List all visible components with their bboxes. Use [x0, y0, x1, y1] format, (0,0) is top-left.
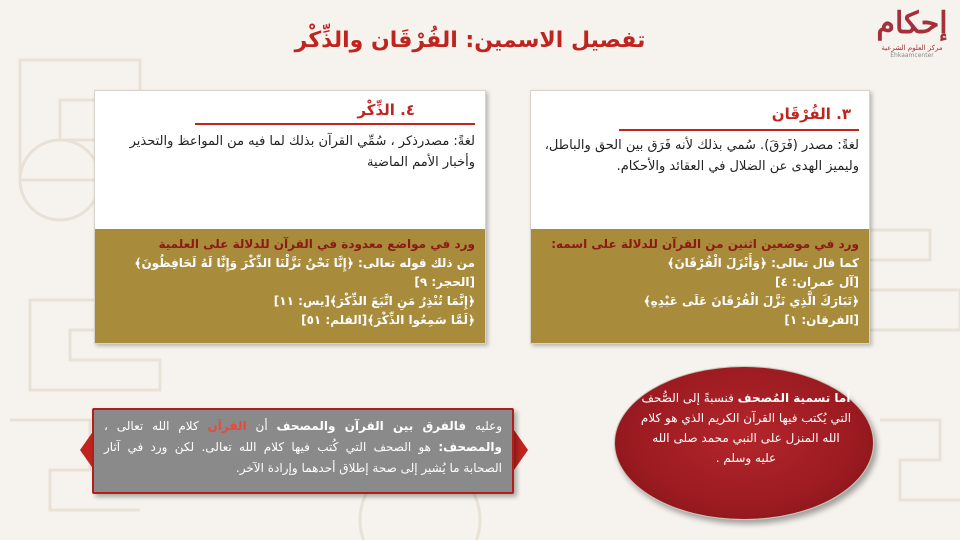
card-furqan-header	[531, 91, 869, 229]
card-furqan-verse-1: كما قال تعالى: ﴿وَأَنْزَلَ الْفُرْقَانَ﴾	[667, 256, 859, 270]
card-furqan-title: ٣. الفُرْقَان	[771, 105, 851, 123]
note-part-7: هو الصحف التي كُتب فيها كلام الله تعالى. لكن ورد في آثار الصحابة ما يُشير إلى صحة إطلاق أحدهما وإرادة الآخر.	[104, 440, 502, 475]
card-dhikr-title: ٤. الذِّكْر	[357, 101, 415, 119]
card-furqan-footer-lead: ورد في موضعين اثنين من القرآن للدلالة على اسمه:	[551, 237, 859, 251]
page-title: تفصيل الاسمين: الفُرْقَان والذِّكْر	[294, 28, 646, 53]
brand-logo	[872, 4, 952, 68]
card-dhikr-ref-1: [الحجر: ٩]	[414, 275, 475, 289]
card-furqan-rule	[619, 129, 859, 131]
card-dhikr-footer-lead: ورد في مواضع معدودة في القرآن للدلالة على العلمية	[158, 237, 475, 251]
logo-mark: إحكام	[876, 6, 948, 41]
card-dhikr-verse-1: من ذلك قوله تعالى: ﴿إِنَّا نَحْنُ نَزَّلْنَا الذِّكْرَ وَإِنَّا لَهُ لَحَافِظُونَ﴾	[134, 256, 475, 270]
oval-lead: أما تسمية المُصحف	[737, 391, 851, 405]
note-part-6: والمصحف:	[438, 440, 502, 454]
card-dhikr-text: لغةً: مصدرذكر ، سُمِّي القرآن بذلك لما فيه من المواعظ والتحذير وأخبار الأمم الماضية	[129, 134, 475, 170]
card-furqan	[530, 90, 870, 344]
difference-note	[92, 408, 514, 494]
card-furqan-ref-2: [الفرقان: ١]	[784, 313, 859, 327]
card-dhikr-rule	[195, 123, 475, 125]
note-tab-right	[514, 430, 528, 470]
card-dhikr-verse-2: ﴿إِنَّمَا تُنْذِرُ مَنِ اتَّبَعَ الذِّكْرَ﴾[يس: ١١]	[273, 294, 475, 308]
card-furqan-ref-1: [آل عمران: ٤]	[774, 275, 859, 289]
card-furqan-footer	[531, 229, 869, 343]
card-dhikr-footer	[95, 229, 485, 343]
card-furqan-text: لغةً: مصدر (فَرَقَ). سُمي بذلك لأنه فَرَق بين الحق والباطل، وليميز الهدى عن الضلال في العقائد والأحكام.	[544, 138, 859, 174]
note-part-1: وعليه	[466, 419, 503, 433]
note-part-5: كلام الله تعالى ،	[104, 419, 208, 433]
note-part-4: القرآن	[207, 419, 247, 433]
logo-subtitle-latin: Ehkaamcenter	[890, 52, 934, 59]
note-part-3: أن	[246, 419, 277, 433]
oval-rest: فنسبةً إلى الصُّحف التي يُكتب فيها القرآن الكريم الذي هو كلام الله المنزل على النبي محمد صلى الله عليه وسلم .	[640, 391, 852, 465]
card-dhikr	[94, 90, 486, 344]
card-dhikr-header	[95, 91, 485, 229]
logo-subtitle: مركز العلوم الشرعية	[881, 44, 943, 52]
note-part-2: فالفرق بين القرآن والمصحف	[276, 419, 467, 433]
mushaf-oval-text	[640, 388, 852, 468]
card-dhikr-verse-3: ﴿لَمَّا سَمِعُوا الذِّكْرَ﴾[القلم: ٥١]	[301, 313, 475, 327]
card-furqan-verse-2: ﴿تَبَارَكَ الَّذِي نَزَّلَ الْفُرْقَانَ عَلَى عَبْدِهِ﴾	[643, 294, 859, 308]
